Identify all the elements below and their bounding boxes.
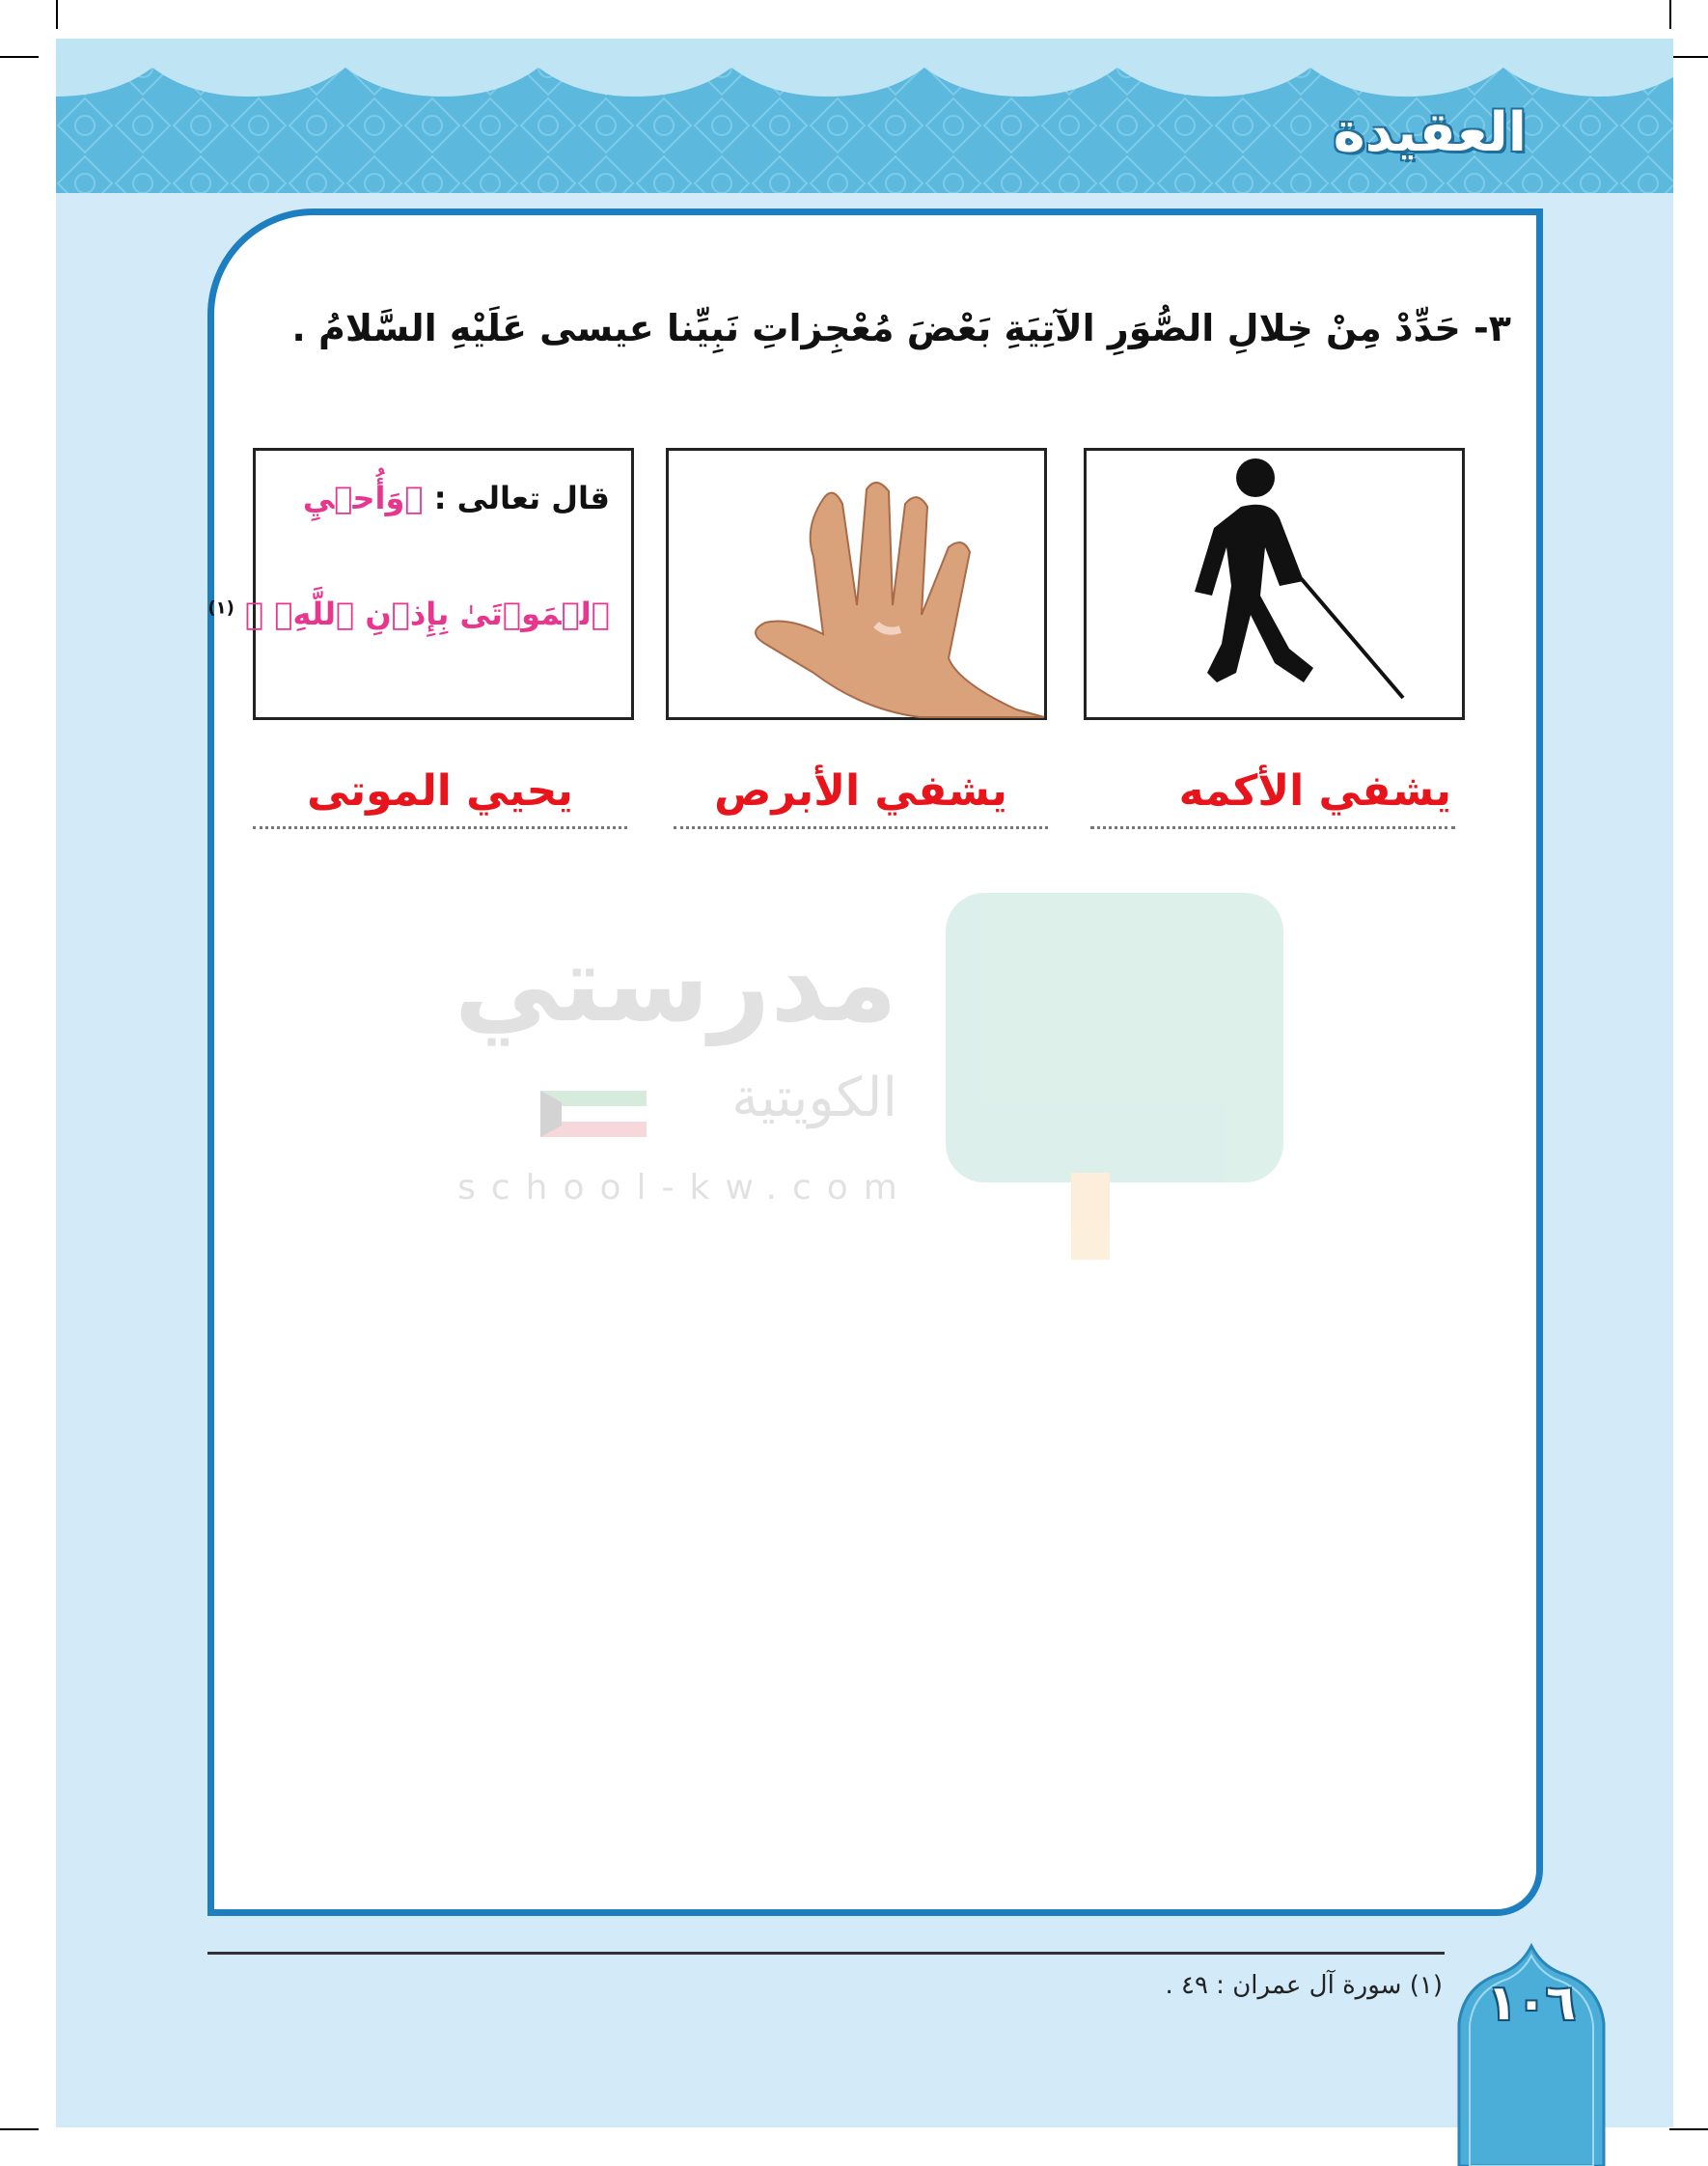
footnote-marker: (١) [207,597,234,619]
image-hand [666,448,1047,720]
answer-field-3[interactable]: يحيي الموتى [253,766,627,829]
section-title: العقيدة [1333,101,1527,164]
footnote-divider [207,1952,1445,1955]
answer-field-1[interactable]: يشفي الأكمه [1090,766,1455,829]
crop-mark [1669,2128,1708,2130]
page-number: ١٠٦ [1487,1975,1576,2031]
crop-mark [0,2128,39,2130]
image-blind-person [1084,448,1465,720]
quote-second-line [207,596,610,632]
watermark-logo-icon [946,893,1283,1182]
hand-icon [669,451,1044,717]
quote-intro: قال تعالى : [433,480,610,516]
footnote-text: (١) سورة آل عمران : ٤٩ . [1165,1971,1443,2000]
crop-mark [0,56,39,58]
watermark-title: مدرستي [454,922,897,1045]
quote-first-line [303,480,610,516]
crop-mark [56,0,58,29]
watermark [415,893,1303,1274]
watermark-subtitle: الكويتية [731,1067,897,1129]
watermark-url: school-kw.com [457,1168,913,1208]
answer-field-2[interactable]: يشفي الأبرص [674,766,1048,829]
question-text: ٣- حَدِّدْ مِنْ خِلالِ الصُّوَرِ الآتِيَةِ بَعْضَ مُعْجِزاتِ نَبِيِّنا عيسى عَلَيْهِ السَّلامُ . [291,307,1511,349]
quote-box [207,448,634,720]
verse-part-1: ﴿وَأُحۡيِ [302,480,424,516]
verse-part-2: ٱلۡمَوۡتَىٰ بِإِذۡنِ ٱللَّهِۖ ﴾ [244,596,610,632]
blind-person-icon [1087,451,1462,717]
watermark-logo-stick [1071,1173,1110,1260]
crop-mark [1669,56,1708,58]
kuwait-flag-icon [540,1091,647,1137]
crop-mark [1669,0,1671,29]
